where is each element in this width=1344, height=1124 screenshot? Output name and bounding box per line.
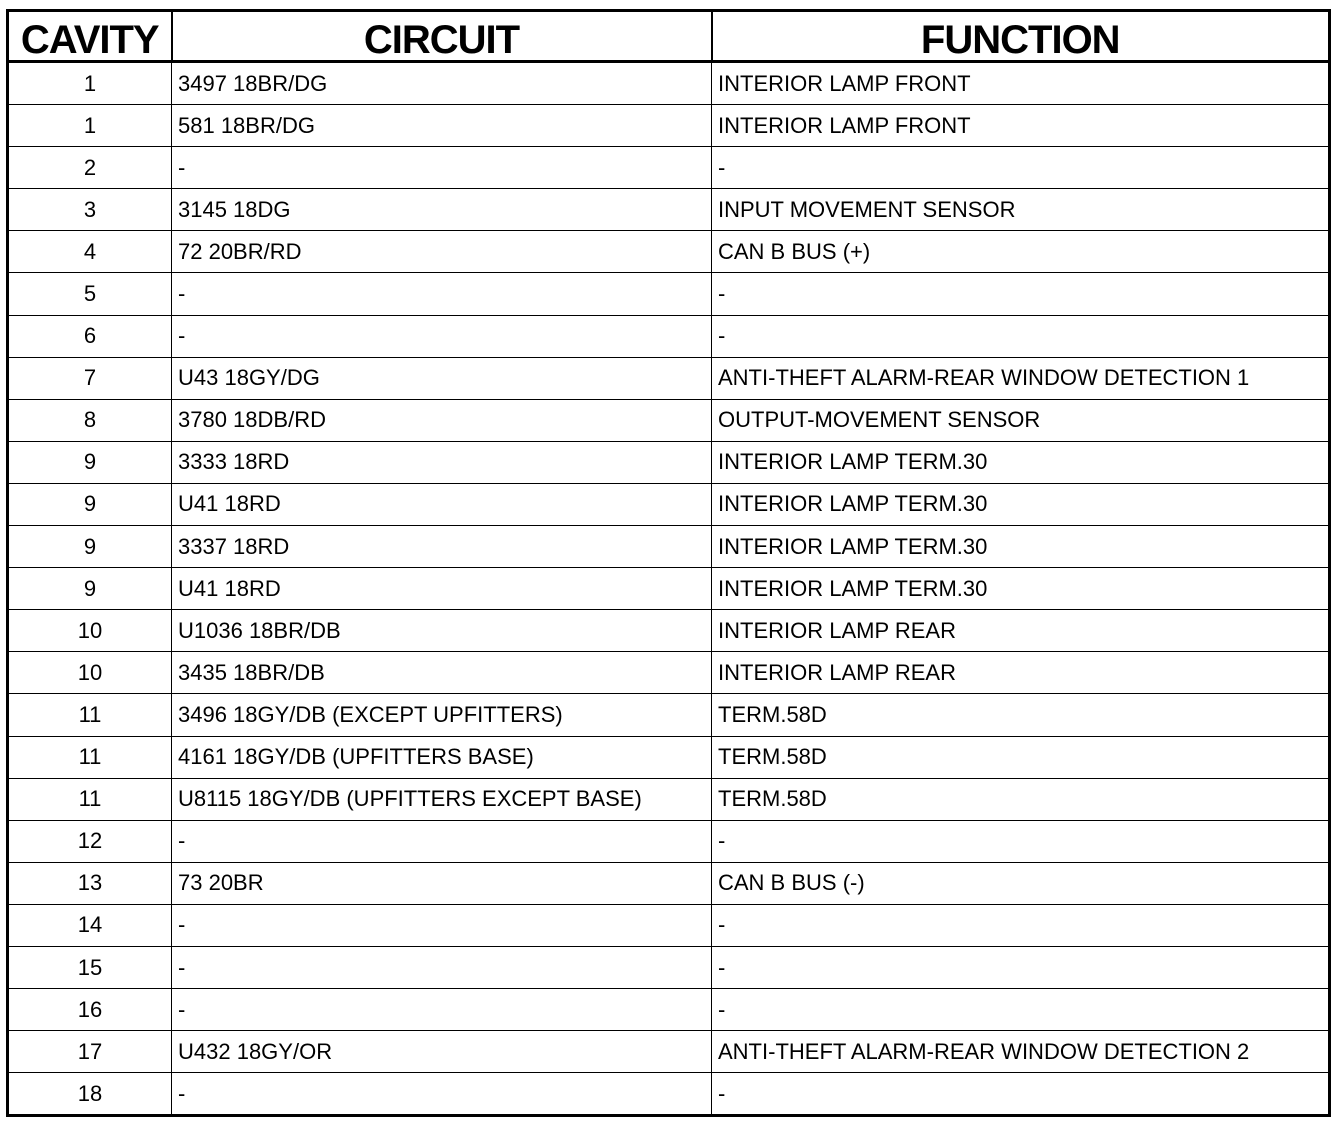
function-cell: CAN B BUS (+) bbox=[712, 231, 1330, 273]
function-cell: - bbox=[712, 273, 1330, 315]
function-cell: ANTI-THEFT ALARM-REAR WINDOW DETECTION 2 bbox=[712, 1031, 1330, 1073]
table-row bbox=[8, 483, 1330, 525]
cavity-cell: 12 bbox=[8, 820, 172, 862]
circuit-cell: 73 20BR bbox=[172, 862, 712, 904]
header-circuit: CIRCUIT bbox=[172, 11, 712, 62]
function-cell: - bbox=[712, 315, 1330, 357]
function-cell: INPUT MOVEMENT SENSOR bbox=[712, 189, 1330, 231]
circuit-cell: 581 18BR/DG bbox=[172, 105, 712, 147]
cavity-cell: 17 bbox=[8, 1031, 172, 1073]
cavity-cell: 1 bbox=[8, 105, 172, 147]
cavity-cell: 16 bbox=[8, 989, 172, 1031]
circuit-cell: 3333 18RD bbox=[172, 441, 712, 483]
cavity-cell: 1 bbox=[8, 62, 172, 105]
table-row bbox=[8, 989, 1330, 1031]
function-cell: CAN B BUS (-) bbox=[712, 862, 1330, 904]
function-cell: - bbox=[712, 989, 1330, 1031]
circuit-cell: - bbox=[172, 273, 712, 315]
function-cell: TERM.58D bbox=[712, 736, 1330, 778]
table-row bbox=[8, 441, 1330, 483]
table-row bbox=[8, 568, 1330, 610]
circuit-cell: U41 18RD bbox=[172, 483, 712, 525]
cavity-cell: 13 bbox=[8, 862, 172, 904]
cavity-cell: 7 bbox=[8, 357, 172, 399]
header-row bbox=[8, 11, 1330, 62]
cavity-cell: 10 bbox=[8, 652, 172, 694]
circuit-cell: - bbox=[172, 946, 712, 988]
cavity-cell: 6 bbox=[8, 315, 172, 357]
cavity-cell: 4 bbox=[8, 231, 172, 273]
circuit-cell: 4161 18GY/DB (UPFITTERS BASE) bbox=[172, 736, 712, 778]
table-row bbox=[8, 357, 1330, 399]
cavity-cell: 3 bbox=[8, 189, 172, 231]
cavity-cell: 9 bbox=[8, 483, 172, 525]
function-cell: TERM.58D bbox=[712, 778, 1330, 820]
circuit-cell: - bbox=[172, 820, 712, 862]
function-cell: - bbox=[712, 946, 1330, 988]
circuit-cell: - bbox=[172, 1073, 712, 1116]
table-row bbox=[8, 946, 1330, 988]
table-row bbox=[8, 399, 1330, 441]
header-cavity: CAVITY bbox=[8, 11, 172, 62]
table-row bbox=[8, 904, 1330, 946]
cavity-cell: 5 bbox=[8, 273, 172, 315]
table-row bbox=[8, 315, 1330, 357]
function-cell: INTERIOR LAMP FRONT bbox=[712, 62, 1330, 105]
function-cell: INTERIOR LAMP REAR bbox=[712, 652, 1330, 694]
function-cell: - bbox=[712, 1073, 1330, 1116]
function-cell: INTERIOR LAMP REAR bbox=[712, 610, 1330, 652]
cavity-cell: 8 bbox=[8, 399, 172, 441]
connector-pinout-table bbox=[6, 9, 1331, 1117]
table-row bbox=[8, 862, 1330, 904]
table-row bbox=[8, 778, 1330, 820]
table-row bbox=[8, 189, 1330, 231]
table-row bbox=[8, 526, 1330, 568]
table-header bbox=[8, 11, 1330, 62]
function-cell: INTERIOR LAMP TERM.30 bbox=[712, 483, 1330, 525]
cavity-cell: 10 bbox=[8, 610, 172, 652]
table-row bbox=[8, 694, 1330, 736]
cavity-cell: 14 bbox=[8, 904, 172, 946]
circuit-cell: U41 18RD bbox=[172, 568, 712, 610]
circuit-cell: U1036 18BR/DB bbox=[172, 610, 712, 652]
circuit-cell: - bbox=[172, 989, 712, 1031]
circuit-cell: U8115 18GY/DB (UPFITTERS EXCEPT BASE) bbox=[172, 778, 712, 820]
table-row bbox=[8, 62, 1330, 105]
circuit-cell: U43 18GY/DG bbox=[172, 357, 712, 399]
cavity-cell: 11 bbox=[8, 778, 172, 820]
circuit-cell: - bbox=[172, 315, 712, 357]
circuit-cell: - bbox=[172, 147, 712, 189]
circuit-cell: U432 18GY/OR bbox=[172, 1031, 712, 1073]
function-cell: TERM.58D bbox=[712, 694, 1330, 736]
table-row bbox=[8, 1031, 1330, 1073]
circuit-cell: 3780 18DB/RD bbox=[172, 399, 712, 441]
connector-pinout-sheet bbox=[6, 9, 1328, 1117]
table-row bbox=[8, 147, 1330, 189]
function-cell: - bbox=[712, 820, 1330, 862]
function-cell: - bbox=[712, 904, 1330, 946]
function-cell: INTERIOR LAMP FRONT bbox=[712, 105, 1330, 147]
function-cell: ANTI-THEFT ALARM-REAR WINDOW DETECTION 1 bbox=[712, 357, 1330, 399]
table-row bbox=[8, 231, 1330, 273]
table-body bbox=[8, 62, 1330, 1116]
circuit-cell: - bbox=[172, 904, 712, 946]
function-cell: INTERIOR LAMP TERM.30 bbox=[712, 526, 1330, 568]
function-cell: INTERIOR LAMP TERM.30 bbox=[712, 568, 1330, 610]
table-row bbox=[8, 610, 1330, 652]
function-cell: OUTPUT-MOVEMENT SENSOR bbox=[712, 399, 1330, 441]
circuit-cell: 3435 18BR/DB bbox=[172, 652, 712, 694]
cavity-cell: 11 bbox=[8, 694, 172, 736]
table-row bbox=[8, 1073, 1330, 1116]
circuit-cell: 3145 18DG bbox=[172, 189, 712, 231]
cavity-cell: 9 bbox=[8, 568, 172, 610]
cavity-cell: 18 bbox=[8, 1073, 172, 1116]
table-row bbox=[8, 105, 1330, 147]
cavity-cell: 2 bbox=[8, 147, 172, 189]
function-cell: - bbox=[712, 147, 1330, 189]
circuit-cell: 3496 18GY/DB (EXCEPT UPFITTERS) bbox=[172, 694, 712, 736]
table-row bbox=[8, 736, 1330, 778]
circuit-cell: 3337 18RD bbox=[172, 526, 712, 568]
circuit-cell: 3497 18BR/DG bbox=[172, 62, 712, 105]
cavity-cell: 9 bbox=[8, 441, 172, 483]
table-row bbox=[8, 820, 1330, 862]
cavity-cell: 11 bbox=[8, 736, 172, 778]
circuit-cell: 72 20BR/RD bbox=[172, 231, 712, 273]
cavity-cell: 9 bbox=[8, 526, 172, 568]
header-function: FUNCTION bbox=[712, 11, 1330, 62]
function-cell: INTERIOR LAMP TERM.30 bbox=[712, 441, 1330, 483]
table-row bbox=[8, 652, 1330, 694]
table-row bbox=[8, 273, 1330, 315]
cavity-cell: 15 bbox=[8, 946, 172, 988]
